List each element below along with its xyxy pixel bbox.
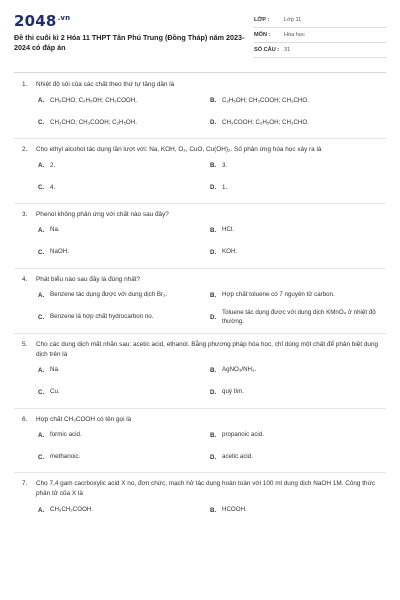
option-letter: C.	[38, 453, 45, 461]
meta-value: Hóa học	[284, 32, 305, 38]
option-text: propanoic acid.	[222, 431, 264, 439]
question-number: 6.	[22, 415, 28, 423]
option-letter: B.	[210, 506, 217, 514]
option-text: C₂H₅OH; CH₃COOH; CH₃CHO.	[222, 96, 309, 104]
question-number: 5.	[22, 340, 28, 348]
question-header	[22, 210, 380, 220]
option-text: Na.	[50, 226, 60, 234]
document-title: Đề thi cuối kì 2 Hóa 11 THPT Tân Phú Trung (Đồng Tháp) năm 2023-2024 có đáp án	[14, 33, 245, 52]
meta-value: 31	[284, 47, 291, 53]
question	[22, 340, 380, 404]
answer-option[interactable]	[38, 382, 210, 404]
option-text: 3.	[222, 161, 228, 169]
answer-option[interactable]	[38, 220, 210, 242]
question-divider	[14, 268, 386, 269]
question-divider	[14, 138, 386, 139]
option-letter: C.	[38, 389, 45, 397]
option-letter: D.	[210, 119, 217, 127]
answer-option[interactable]	[210, 499, 380, 521]
answer-option[interactable]	[210, 285, 380, 307]
answer-options	[38, 220, 380, 264]
answer-option[interactable]	[210, 446, 380, 468]
option-text: Cu.	[50, 388, 60, 396]
answer-option[interactable]	[38, 499, 210, 521]
option-letter: A.	[38, 367, 45, 375]
option-letter: C.	[38, 314, 45, 322]
document-header	[0, 0, 400, 66]
question-text: Phenol không phản ứng với chất nào sau đây?	[36, 210, 169, 218]
option-text: Benzene tác dụng được với dung dịch Br₂.	[50, 291, 168, 299]
option-text: KOH.	[222, 248, 238, 256]
meta-info	[254, 13, 386, 58]
option-text: 1.	[222, 183, 228, 191]
option-text: 4.	[50, 183, 56, 191]
question-divider	[14, 333, 386, 334]
option-letter: B.	[210, 227, 217, 235]
question-number: 2.	[22, 145, 28, 153]
question-header	[22, 275, 380, 285]
question-header	[22, 479, 380, 499]
answer-option[interactable]	[38, 424, 210, 446]
question-header	[22, 145, 380, 155]
option-letter: A.	[38, 292, 45, 300]
question-number: 4.	[22, 275, 28, 283]
question-header	[22, 80, 380, 90]
answer-option[interactable]	[210, 307, 380, 329]
option-letter: C.	[38, 184, 45, 192]
answer-option[interactable]	[38, 177, 210, 199]
answer-options	[38, 90, 380, 134]
question	[22, 415, 380, 469]
site-logo[interactable]: $2048^{.vn}$	[14, 12, 71, 30]
option-letter: D.	[210, 389, 217, 397]
answer-option[interactable]	[38, 112, 210, 134]
option-letter: D.	[210, 184, 217, 192]
header-divider	[14, 72, 386, 73]
question-number: 3.	[22, 210, 28, 218]
option-text: HCl.	[222, 226, 235, 234]
answer-option[interactable]	[210, 360, 380, 382]
option-text: HCOOH.	[222, 505, 247, 513]
option-text: Na.	[50, 366, 60, 374]
option-text: AgNO₃/NH₃.	[222, 366, 257, 374]
option-letter: B.	[210, 162, 217, 170]
answer-option[interactable]	[210, 220, 380, 242]
option-text: 2.	[50, 161, 56, 169]
option-text: formic acid.	[50, 431, 82, 439]
meta-row	[254, 43, 386, 58]
question-header	[22, 415, 380, 425]
meta-key: LỚP :	[254, 17, 270, 23]
option-text: Benzene là hợp chất hydrocarbon no.	[50, 313, 154, 321]
option-letter: B.	[210, 97, 217, 105]
answer-option[interactable]	[210, 90, 380, 112]
question	[22, 80, 380, 134]
meta-row	[254, 28, 386, 43]
answer-option[interactable]	[210, 155, 380, 177]
question-list	[0, 80, 400, 521]
answer-option[interactable]	[210, 382, 380, 404]
question-text: Phát biểu nào sau đây là đúng nhất?	[36, 275, 141, 283]
question-text: Cho các dung dịch mất nhãn sau: acetic acid, ethanol. Bằng phương pháp hóa học, chỉ dùng một chất để phân biệt dung dịch trên là	[36, 340, 379, 358]
question	[22, 479, 380, 521]
option-letter: D.	[210, 249, 217, 257]
meta-value: Lớp 11	[284, 17, 302, 23]
option-letter: A.	[38, 162, 45, 170]
option-text: Toluene tác dụng được với dung dịch KMnO₄ ở nhiệt độ thường.	[222, 309, 376, 325]
answer-option[interactable]	[38, 90, 210, 112]
question-text: Cho 7,4 gam cacrboxylic acid X no, đơn chức, mạch hở tác dụng hoàn toàn với 100 ml dung dịch NaOH 1M. Công thức phân tử của X là	[36, 480, 376, 498]
answer-option[interactable]	[38, 242, 210, 264]
question-text: Nhiệt độ sôi của các chất theo thứ tự tăng dần là	[36, 81, 175, 88]
answer-option[interactable]	[38, 155, 210, 177]
option-letter: B.	[210, 431, 217, 439]
answer-option[interactable]	[210, 177, 380, 199]
option-letter: D.	[210, 453, 217, 461]
option-text: methanoic.	[50, 453, 81, 461]
question-divider	[14, 472, 386, 473]
answer-options	[38, 155, 380, 199]
option-letter: A.	[38, 431, 45, 439]
question	[22, 145, 380, 199]
question-header	[22, 340, 380, 360]
answer-options	[38, 360, 380, 404]
option-letter: D.	[210, 314, 217, 322]
answer-option[interactable]	[38, 446, 210, 468]
option-text: NaOH.	[50, 248, 69, 256]
meta-row	[254, 13, 386, 28]
option-text: CH₃CHO; CH₃COOH; C₂H₅OH.	[50, 118, 137, 126]
answer-option[interactable]	[210, 424, 380, 446]
question-text: Cho ethyl alcohol tác dụng lần lượt với: Na, KOH, O₂, CuO, Cu(OH)₂. Số phản ứng hóa học xảy ra là	[36, 145, 322, 153]
question-number: 7.	[22, 480, 28, 488]
option-letter: C.	[38, 119, 45, 127]
option-letter: B.	[210, 292, 217, 300]
option-text: quỳ tím.	[222, 388, 245, 396]
option-letter: A.	[38, 506, 45, 514]
answer-option[interactable]	[38, 307, 210, 329]
question-text: Hợp chất CH₃COOH có tên gọi là	[36, 415, 132, 423]
answer-option[interactable]	[38, 285, 210, 307]
answer-option[interactable]	[210, 242, 380, 264]
meta-key: SỐ CÂU :	[254, 47, 280, 53]
answer-options	[38, 285, 380, 329]
question-divider	[14, 408, 386, 409]
answer-options	[38, 424, 380, 468]
option-letter: A.	[38, 97, 45, 105]
question	[22, 275, 380, 329]
option-text: Hợp chất toluene có 7 nguyên tử carbon.	[222, 291, 335, 299]
option-text: CH₃CHO; C₂H₅OH; CH₃COOH.	[50, 96, 137, 104]
meta-key: MÔN :	[254, 32, 271, 38]
option-text: acetic acid.	[222, 453, 253, 461]
option-letter: B.	[210, 367, 217, 375]
option-letter: C.	[38, 249, 45, 257]
question-number: 1.	[22, 81, 28, 88]
option-text: CH₃COOH; C₂H₅OH; CH₃CHO.	[222, 118, 309, 126]
option-letter: A.	[38, 227, 45, 235]
option-text: CH₃CH₂COOH.	[50, 505, 94, 513]
question	[22, 210, 380, 264]
answer-option[interactable]	[38, 360, 210, 382]
question-divider	[14, 203, 386, 204]
answer-option[interactable]	[210, 112, 380, 134]
answer-options	[38, 499, 380, 521]
